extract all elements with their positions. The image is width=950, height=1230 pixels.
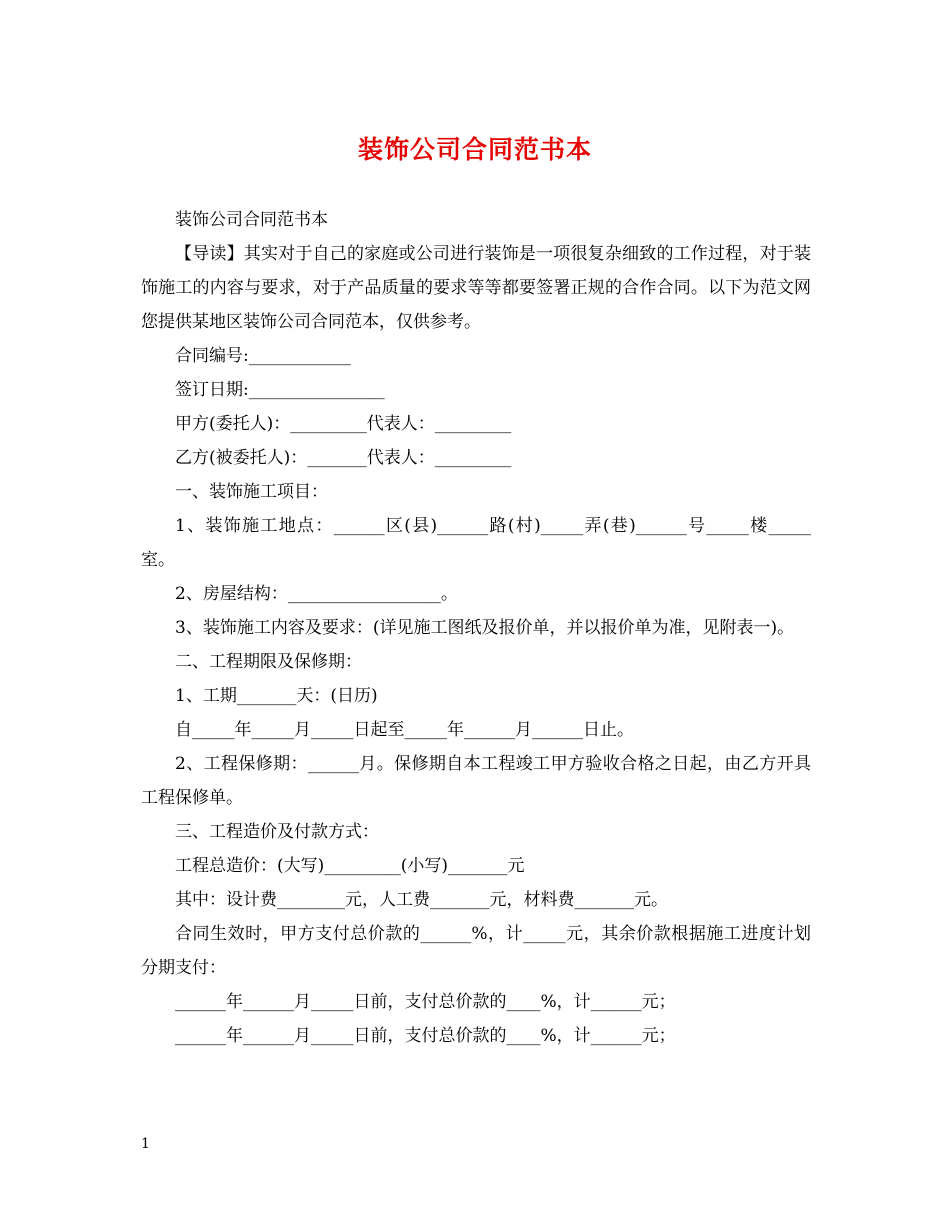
section-heading-cost: 三、工程造价及付款方式： — [175, 822, 379, 842]
paragraph-payment-terms: 合同生效时，甲方支付总价款的______%，计_____元，其余价款根据施工进度计划分期支付： — [141, 924, 811, 978]
section-heading-period: 二、工程期限及保修期： — [175, 652, 362, 672]
paragraph-installment-2: ______年______月_____日前，支付总价款的____%，计______元； — [175, 1026, 676, 1046]
page-title: 装饰公司合同范书本 — [357, 135, 592, 164]
paragraph-content: 3、装饰施工内容及要求：(详见施工图纸及报价单，并以报价单为准，见附表一)。 — [175, 618, 795, 638]
paragraph-contract-number: 合同编号:____________ — [175, 346, 351, 366]
paragraph-structure: 2、房屋结构：__________________。 — [175, 584, 458, 604]
document-body — [141, 203, 811, 1053]
paragraph-party-a: 甲方(委托人)：_________代表人：_________ — [175, 414, 512, 434]
section-heading-project: 一、装饰施工项目： — [175, 482, 328, 502]
paragraph-date-range: 自_____年_____月_____日起至_____年______月______日止。 — [175, 720, 634, 740]
paragraph-warranty: 2、工程保修期：______月。保修期自本工程竣工甲方验收合格之日起，由乙方开具工程保修单。 — [141, 754, 811, 808]
paragraph-location: 1、装饰施工地点：______区(县)______路(村)_____弄(巷)______号_____楼_____室。 — [141, 516, 811, 570]
paragraph-signing-date: 签订日期:________________ — [175, 380, 385, 400]
paragraph-intro: 【导读】其实对于自己的家庭或公司进行装饰是一项很复杂细致的工作过程，对于装饰施工的内容与要求，对于产品质量的要求等等都要签署正规的合作合同。以下为范文网您提供某地区装饰公司合同范本，仅供参考。 — [141, 244, 811, 332]
paragraph-duration: 1、工期_______天：(日历) — [175, 686, 378, 706]
paragraph-total-price: 工程总造价：(大写)_________(小写)_______元 — [175, 856, 525, 876]
paragraph-fee-breakdown: 其中：设计费________元，人工费_______元，材料费_______元。 — [175, 890, 668, 910]
page-number: 1 — [141, 1136, 150, 1152]
paragraph-party-b: 乙方(被委托人)：_______代表人：_________ — [175, 448, 512, 468]
paragraph-subtitle: 装饰公司合同范书本 — [175, 210, 328, 230]
paragraph-installment-1: ______年______月_____日前，支付总价款的____%，计______元； — [175, 992, 676, 1012]
